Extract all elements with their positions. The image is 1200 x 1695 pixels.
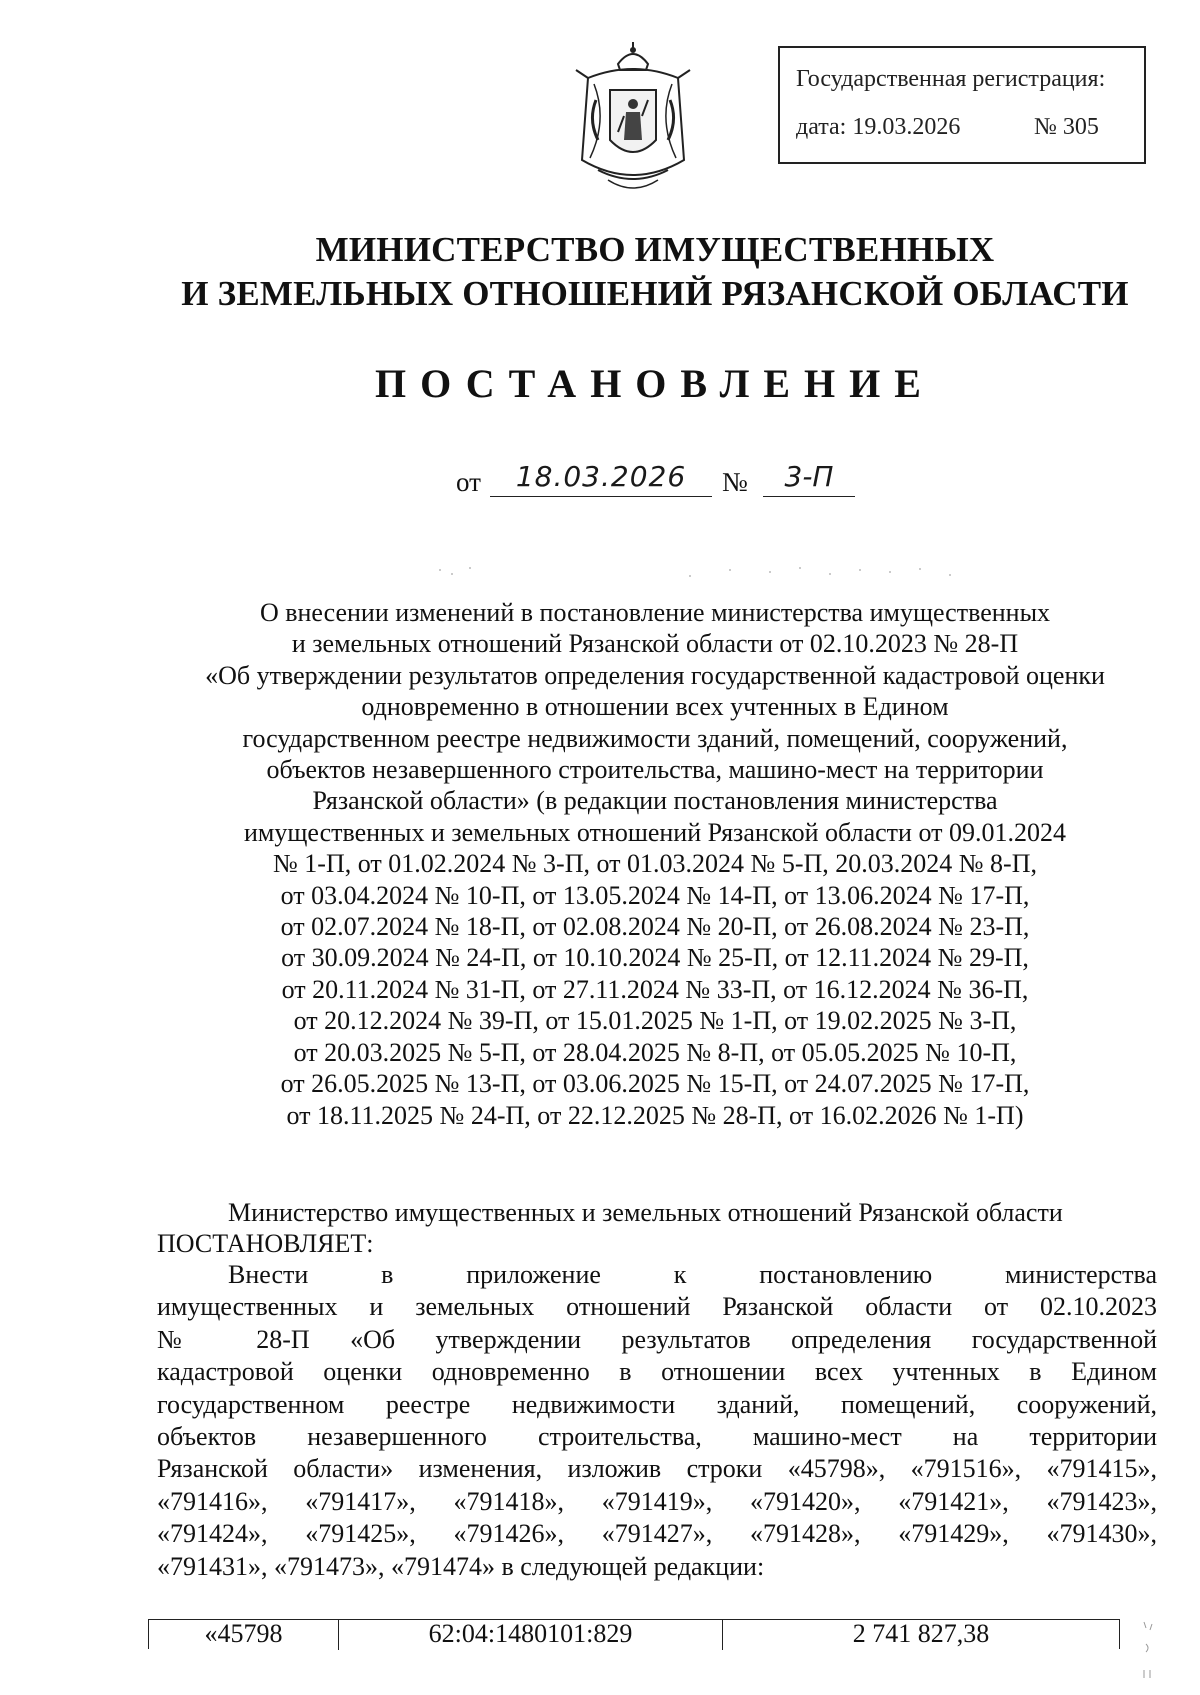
body-line: № 28-П «Об утверждении результатов определения государственной [157,1324,1157,1354]
subject-line: одновременно в отношении всех учтенных в Едином [361,692,949,722]
body-line: «791431», «791473», «791474» в следующей редакции: [157,1551,765,1581]
body-line: государственном реестре недвижимости зданий, помещений, сооружений, [157,1389,1157,1419]
registration-number: № 305 [1034,114,1099,140]
subject-line: от 02.07.2024 № 18-П, от 02.08.2024 № 20-П, от 26.08.2024 № 23-П, [280,912,1030,942]
body-line: объектов незавершенного строительства, машино-мест на территории [157,1422,1157,1452]
subject-line: О внесении изменений в постановление министерства имущественных [259,598,1051,627]
subject-line: от 18.11.2025 № 24-П, от 22.12.2025 № 28-П, от 16.02.2026 № 1-П) [286,1100,1024,1130]
number-prefix: № [722,467,748,497]
body-line: «791424», «791425», «791426», «791427», «791428», «791429», «791430», [157,1519,1157,1549]
table-row [148,1619,1120,1649]
subject-line: государственном реестре недвижимости зданий, помещений, сооружений, [242,723,1068,753]
body-line: «791416», «791417», «791418», «791419», «791420», «791421», «791423», [157,1486,1157,1516]
ministry-name-line: МИНИСТЕРСТВО ИМУЩЕСТВЕННЫХ [315,230,995,269]
body-line: Рязанской области» изменения, изложив строки «45798», «791516», «791415», [157,1454,1157,1484]
table-cell-line-number: «45798 [149,1620,339,1650]
subject-line: и земельных отношений Рязанской области от 02.10.2023 № 28-П [291,629,1019,659]
registration-title: Государственная регистрация: [796,66,1106,92]
subject-line: объектов незавершенного строительства, машино-мест на территории [266,755,1044,785]
handwritten-number: 3-П [763,460,855,497]
subject-line: имущественных и земельных отношений Рязанской области от 09.01.2024 [244,817,1066,847]
scan-noise [430,560,1030,590]
subject-line: от 30.09.2024 № 24-П, от 10.10.2024 № 25-П, от 12.11.2024 № 29-П, [281,943,1029,973]
margin-scan-marks [1138,1614,1168,1694]
subject-line: «Об утверждении результатов определения государственной кадастровой оценки [205,660,1105,690]
subject-line: от 26.05.2025 № 13-П, от 03.06.2025 № 15-П, от 24.07.2025 № 17-П, [280,1069,1030,1099]
subject-line: Рязанской области» (в редакции постановления министерства [312,786,998,816]
ministry-name [0,228,1200,316]
body-line: кадастровой оценки одновременно в отношении всех учтенных в Едином [157,1357,1157,1387]
document-subject [150,597,1160,1131]
preamble-line: Министерство имущественных и земельных отношений Рязанской области [228,1198,1063,1227]
body-paragraph [157,1259,1157,1583]
table-cell-cadastral-value: 2 741 827,38 [852,1619,990,1648]
resolves-heading: ПОСТАНОВЛЯЕТ: [157,1229,374,1258]
handwritten-date: 18.03.2026 [490,460,712,497]
ministry-name-line: И ЗЕМЕЛЬНЫХ ОТНОШЕНИЙ РЯЗАНСКОЙ ОБЛАСТИ [181,274,1129,313]
body-line: Внести в приложение к постановлению министерства [228,1260,1157,1289]
preamble [157,1197,1157,1259]
subject-line: от 20.11.2024 № 31-П, от 27.11.2024 № 33-П, от 16.12.2024 № 36-П, [281,974,1029,1004]
registration-stamp [778,46,1146,164]
ryazan-coat-of-arms-icon [568,40,698,200]
registration-date: дата: 19.03.2026 [796,114,961,140]
subject-line: от 03.04.2024 № 10-П, от 13.05.2024 № 14-П, от 13.06.2024 № 17-П, [280,880,1030,910]
document-type-title: ПОСТАНОВЛЕНИЕ [375,361,935,406]
body-line: имущественных и земельных отношений Рязанской области от 02.10.2023 [157,1292,1157,1322]
subject-line: № 1-П, от 01.02.2024 № 3-П, от 01.03.2024 № 5-П, 20.03.2024 № 8-П, [272,849,1037,879]
date-prefix: от [456,467,481,497]
subject-line: от 20.03.2025 № 5-П, от 28.04.2025 № 8-П, от 05.05.2025 № 10-П, [293,1037,1017,1067]
table-cell-cadastral-number: 62:04:1480101:829 [339,1620,723,1650]
subject-line: от 20.12.2024 № 39-П, от 15.01.2025 № 1-П, от 19.02.2025 № 3-П, [293,1006,1017,1036]
